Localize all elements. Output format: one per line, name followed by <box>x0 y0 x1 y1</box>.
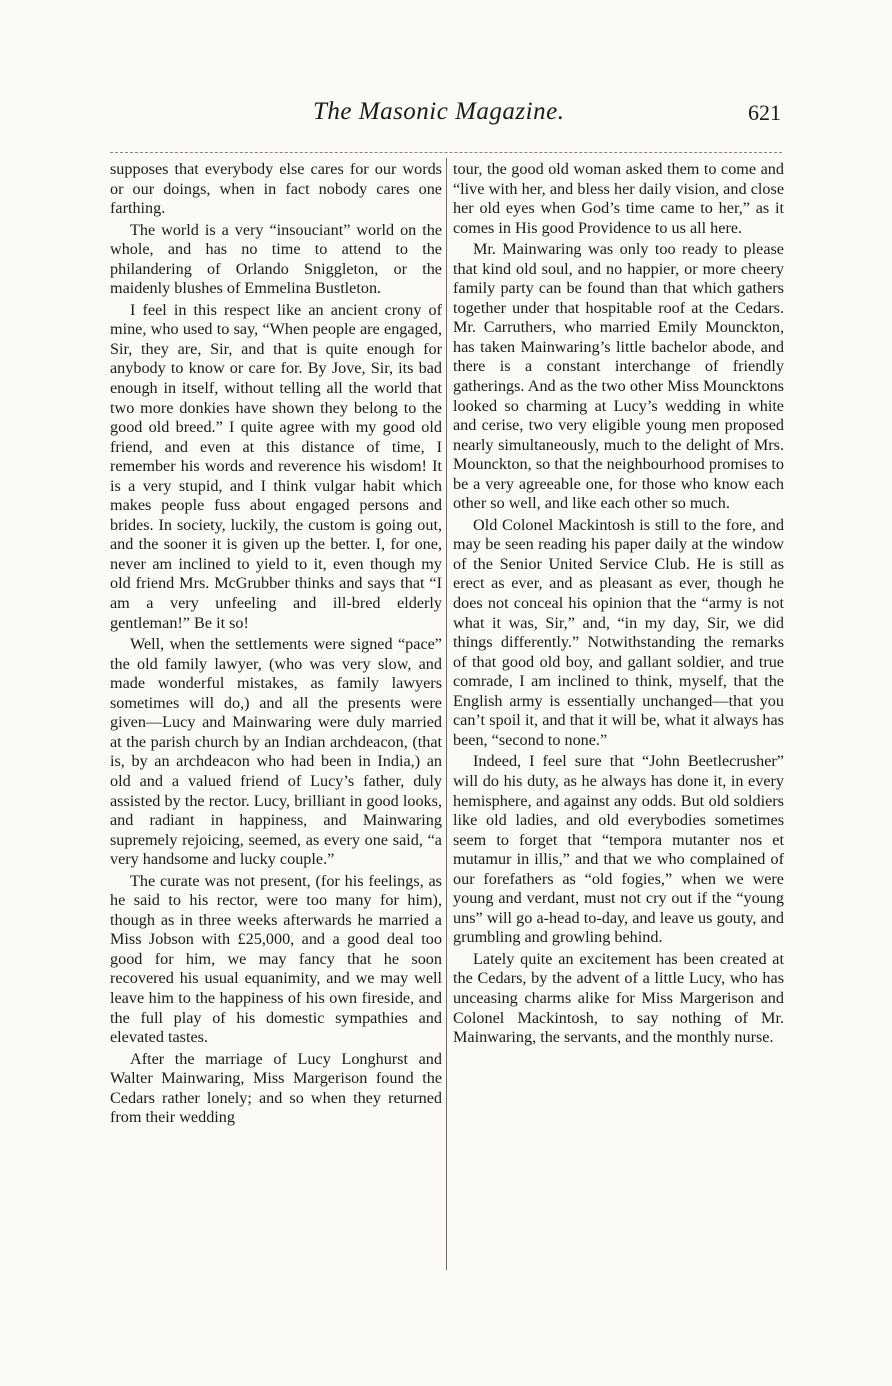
left-column <box>110 160 442 1128</box>
paragraph: Lately quite an excitement has been created at the Cedars, by the advent of a little Lucy, who has unceasing charms alike for Miss Margerison and Colonel Mackintosh, to say nothing of Mr. Mainwaring, the servants, and the monthly nurse. <box>453 949 784 1047</box>
paragraph: Mr. Mainwaring was only too ready to please that kind old soul, and no happier, or more cheery family party can be found than that which gathers together under that hospitable roof at the Cedars. Mr. Carruthers, who married Emily Mounckton, has taken Mainwaring’s little bachelor abode, and there is a constant interchange of friendly gatherings. And as the two other Miss Mouncktons looked so charming at Lucy’s wedding in white and cerise, two very eligible young men proposed nearly simultaneously, much to the delight of Mrs. Mounckton, so that the neighbourhood promises to be a very agreeable one, for those who know each other so well, and like each other so much. <box>453 240 784 513</box>
header-rule <box>110 152 782 153</box>
right-column <box>453 160 784 1048</box>
column-divider <box>446 158 447 1270</box>
paragraph: Well, when the settlements were signed “pace” the old family lawyer, (who was very slow, and made wonderful mistakes, as family lawyers sometimes will do,) and all the presents were given—Lucy and Mainwaring were duly married at the parish church by an Indian archdeacon, (that is, by an archdeacon who had been in India,) an old and a valued friend of Lucy’s father, duly assisted by the rector. Lucy, brilliant in good looks, and radiant in happiness, and Mainwaring supremely rejoicing, seemed, as every one said, “a very handsome and lucky couple.” <box>110 635 442 869</box>
paragraph: I feel in this respect like an ancient crony of mine, who used to say, “When people are engaged, Sir, they are, Sir, and that is quite enough for anybody to know or care for. By Jove, Sir, its bad enough in itself, without telling all the world that two more donkies have shown they belong to the good old breed.” I quite agree with my good old friend, and even at this distance of time, I remember his words and reverence his wisdom! It is a very stupid, and I think vulgar habit which makes people fuss about engaged persons and brides. In society, luckily, the custom is going out, and the sooner it is given up the better. I, for one, never am inclined to yield to it, even though my old friend Mrs. McGrubber thinks and says that “I am a very unfeeling and ill-bred elderly gentleman!” Be it so! <box>110 300 442 632</box>
page-number: 621 <box>748 100 781 125</box>
paragraph: Old Colonel Mackintosh is still to the fore, and may be seen reading his paper daily at the window of the Senior United Service Club. He is still as erect as ever, and as pleasant as ever, though he does not conceal his opinion that the “army is not what it was, Sir,” and, “in my day, Sir, we did things differently.” Notwithstanding the remarks of that good old boy, and gallant soldier, and true comrade, I am inclined to think, myself, that the English army is essentially unchanged—that you can’t spoil it, and that it will be, what it always has been, “second to none.” <box>453 515 784 749</box>
paragraph: The world is a very “insouciant” world on the whole, and has no time to attend to the philandering of Orlando Sniggleton, or the maidenly blushes of Emmelina Bustleton. <box>110 220 442 298</box>
paragraph: supposes that everybody else cares for our words or our doings, when in fact nobody cares one farthing. <box>110 160 442 218</box>
page-header <box>0 98 892 138</box>
running-title: The Masonic Magazine. <box>313 98 565 125</box>
paragraph: After the marriage of Lucy Longhurst and Walter Mainwaring, Miss Margerison found the Cedars rather lonely; and so when they returned from their wedding <box>110 1049 442 1127</box>
paragraph: The curate was not present, (for his feelings, as he said to his rector, were too many for him), though as in three weeks afterwards he married a Miss Jobson with £25,000, and a good deal too good for him, we may fancy that he soon recovered his usual equanimity, and we may well leave him to the happiness of his own fireside, and the full play of his domestic sympathies and elevated tastes. <box>110 871 442 1047</box>
paragraph: Indeed, I feel sure that “John Beetlecrusher” will do his duty, as he always has done it, in every hemisphere, and against any odds. But old soldiers like old ladies, and old everybodies sometimes seem to forget that “tempora mutanter nos et mutamur in illis,” and that we who complained of our forefathers as “old fogies,” when we were young and verdant, must not cry out if the “young uns” will go a-head to-day, and leave us gouty, and grumbling and growling behind. <box>453 752 784 947</box>
paragraph: tour, the good old woman asked them to come and “live with her, and bless her daily vision, and close her old eyes when God’s time came to her,” as it comes in His good Providence to us all here. <box>453 160 784 237</box>
